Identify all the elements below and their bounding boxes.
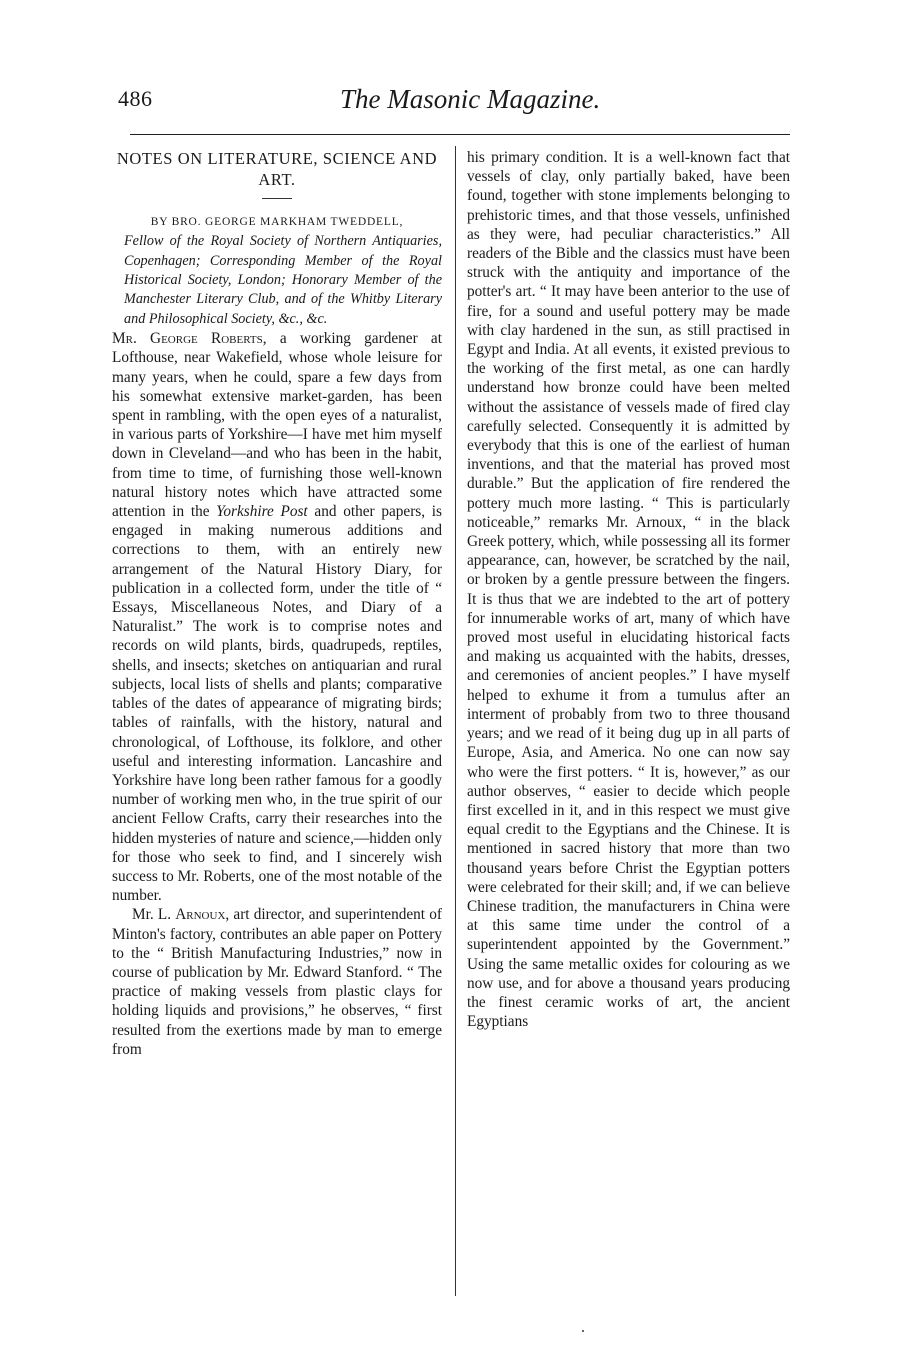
column-divider <box>455 146 456 1296</box>
paragraph-lead: Mr. George Roberts, <box>112 330 267 348</box>
paragraph-lead: Mr. L. <box>132 906 176 924</box>
left-column <box>112 148 442 1059</box>
paragraph-arnoux <box>112 905 442 1059</box>
newspaper-title: Yorkshire Post <box>216 503 308 521</box>
paragraph-text: a working gardener at Lofthouse, near Wakefield, whose whole leisure for many years, when he could, spare a few days from his somewhat extensive market-garden, has been spent in rambling, with the open eyes of a naturalist, in various parts of Yorkshire—I have met him myself down in Cleveland—and who has been in the habit, from time to time, of furnishing those well-known natural history notes which have attracted some attention in the <box>112 330 442 521</box>
page-speck <box>582 1330 584 1332</box>
paragraph-text: art director, and superintendent of Minton's factory, contributes an able paper on Pottery to the “ British Manufacturing Industries,” now in course of publication by Mr. Edward Stanford. “ The practice of making vessels from plastic clays for holding liquids and provisions,” he observes, “ first resulted from the exertions made by man to emerge from <box>112 906 442 1058</box>
paragraph-roberts <box>112 329 442 905</box>
article-byline: BY BRO. GEORGE MARKHAM TWEDDELL, <box>150 216 404 228</box>
author-credentials: Fellow of the Royal Society of Northern Antiquaries, Copenhagen; Corresponding Member of the Royal Historical Society, London; Honorary Member of the Manchester Literary Club, and of the Whitby Literary and Philosophical Society, &c., &c. <box>124 233 442 327</box>
paragraph-continued: his primary condition. It is a well-known fact that vessels of clay, only partially baked, have been found, together with stone implements belonging to prehistoric times, and that those vessels, unfinished as they were, had peculiar characteristics.” All readers of the Bible and the classics must have been struck with the antiquity and importance of the potter's art. “ It may have been anterior to the use of fire, for a sound and useful pottery may be made with clay hardened in the sun, as still practised in Egypt and India. At all events, it existed previous to the working of the first metal, as one can hardly understand how bronze could have been melted without the assistance of vessels made of fired clay carefully selected. Consequently it is admitted by everybody that this is one of the earliest of human inventions, and that the material has proved most durable.” But the application of fire rendered the pottery much more lasting. “ This is particularly noticeable,” remarks Mr. Arnoux, “ in the black Greek pottery, which, while possessing all its former appearance, can, however, be scratched by the nail, or broken by a gentle pressure between the fingers. It is thus that we are indebted to the art of pottery for innumerable works of art, many of which have proved most useful in elucidating historical facts and making us acquainted with the habits, dresses, and ceremonies of ancient peoples.” I have myself helped to exhume it from a tumulus after an interment of probably from two to three thousand years; and we read of it being dug up in all parts of Europe, Asia, and America. No one can now say who were the first potters. “ It is, however,” as our author observes, “ easier to decide which people first excelled in it, and in this respect we must give equal credit to the Egyptians and the Chinese. It is mentioned in sacred history that more than two thousand years before Christ the Egyptian potters were celebrated for their skill; and, if we can believe Chinese tradition, the manufacturers in China were at this same time under the control of a superintendent appointed by the Government.” Using the same metallic oxides for colouring as we now use, and for above a thousand years producing the finest ceramic works of art, the ancient Egyptians <box>467 149 790 1031</box>
paragraph-lead-name: Arnoux, <box>175 906 230 924</box>
page-number: 486 <box>118 86 153 111</box>
right-column <box>467 148 790 1031</box>
header-rule <box>130 134 790 135</box>
running-title: The Masonic Magazine. <box>340 84 601 114</box>
title-rule <box>262 198 292 199</box>
article-title: NOTES ON LITERATURE, SCIENCE AND ART. <box>116 149 438 189</box>
paragraph-text: and other papers, is engaged in making numerous additions and corrections to them, with an entirely new arrangement of the Natural History Diary, for publication in a collected form, under the title of “ Essays, Miscellaneous Notes, and Diary of a Naturalist.” The work is to comprise notes and records on wild plants, birds, quadrupeds, reptiles, shells, and insects; sketches on antiquarian and rural subjects, local lists of shells and plants; comparative tables of the dates of appearance of migrating birds; tables of rainfalls, with the history, natural and chronological, of Lofthouse, its folklore, and other useful and interesting information. Lancashire and Yorkshire have long been rather famous for a goodly number of working men who, in the true spirit of our ancient Fellow Crafts, carry their researches into the hidden mysteries of nature and science,—hidden only for those who seek to find, and I sincerely wish success to Mr. Roberts, one of the most notable of the number. <box>112 503 442 905</box>
